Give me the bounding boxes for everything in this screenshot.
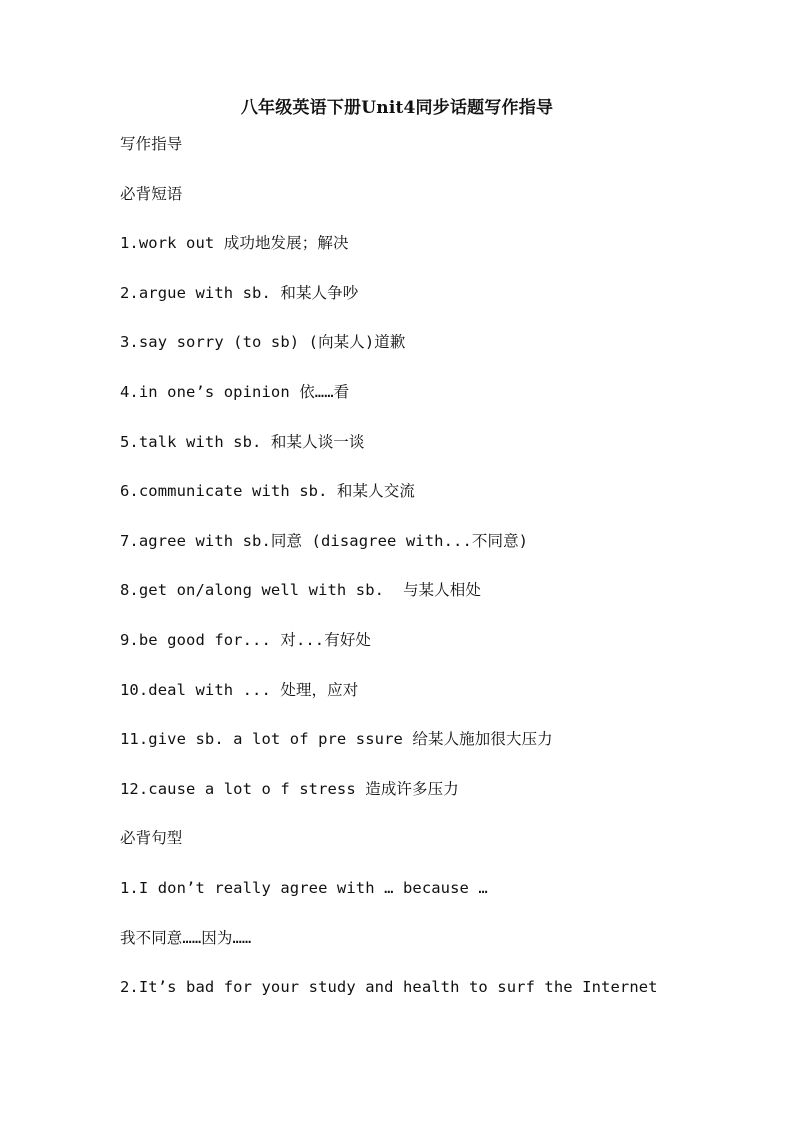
phrase-item: 4.in one’s opinion 依……看 (120, 382, 350, 401)
sentence-item: 2.It’s bad for your study and health to surf the Internet (120, 978, 658, 997)
phrase-item: 9.be good for... 对...有好处 (120, 630, 372, 649)
section-heading-key-sentences: 必背句型 (120, 829, 183, 848)
phrase-item: 5.talk with sb. 和某人谈一谈 (120, 432, 365, 451)
phrase-item: 7.agree with sb.同意 (disagree with...不同意) (120, 531, 529, 550)
document-body (120, 133, 760, 1026)
document-title: 八年级英语下册Unit4同步话题写作指导 (240, 98, 554, 118)
phrase-item: 12.cause a lot o f stress 造成许多压力 (120, 779, 459, 798)
phrase-item: 10.deal with ... 处理，应对 (120, 680, 359, 699)
phrase-item: 3.say sorry (to sb) (向某人)道歉 (120, 333, 406, 352)
phrase-item: 2.argue with sb. 和某人争吵 (120, 283, 359, 302)
phrase-item: 6.communicate with sb. 和某人交流 (120, 482, 415, 501)
sentence-translation: 我不同意……因为…… (120, 928, 252, 947)
section-heading-key-phrases: 必背短语 (120, 184, 183, 203)
phrase-item: 8.get on/along well with sb. 与某人相处 (120, 581, 481, 600)
section-heading-writing-guide: 写作指导 (120, 135, 183, 153)
phrase-item: 11.give sb. a lot of pre ssure 给某人施加很大压力 (120, 730, 553, 749)
phrase-item: 1.work out 成功地发展；解决 (120, 234, 349, 253)
sentence-item: 1.I don’t really agree with … because … (120, 878, 488, 897)
